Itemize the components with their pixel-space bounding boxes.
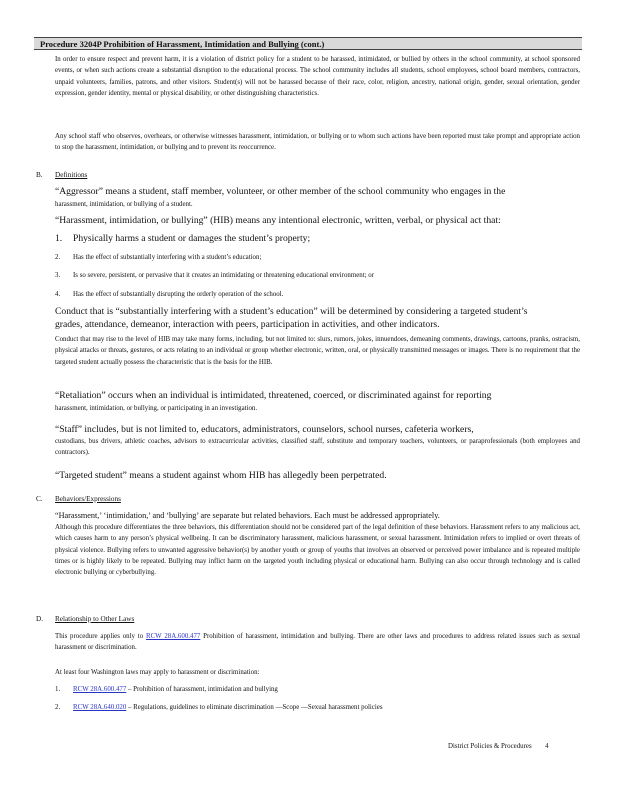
hib-item-1 [55, 233, 580, 246]
intro-paragraph-1: In order to ensure respect and prevent harm, it is a violation of district policy for a student to be harassed, intimidated, or bullied by others in the school community, at school sponsored events, or when such actions create a substantial disruption to the educational process. The school community includes all students, school employees, school board members, contractors, unpaid volunteers, families, patrons, and other visitors. Student(s) will not be harassed because of their race, color, religion, ancestry, national origin, gender, sexual orientation, gender expression, gender identity, mental or physical disability, or other distinguishing characteristics. [55, 56, 580, 97]
relationship-text-pre: This procedure applies only to [55, 633, 144, 640]
section-b-letter: B. [36, 171, 43, 179]
law-item-number: 1. [55, 686, 61, 693]
behaviors-body: Although this procedure differentiates the three behaviors, this differentiation should not be considered part of the legal definition of these behaviors. Harassment refers to any malicious act, which causes harm to any person’s physical wellbeing. It can be discriminatory harassment, malicious harassment, or sexual harassment. Intimidation refers to implied or overt threats of physical violence. Bullying refers to unwanted aggressive behavior(s) by another youth or group of youths that involves an observed or perceived power imbalance and is repeated multiple times or is highly likely to be repeated. Bullying may inflict harm on the targeted youth including physical or educational harm. Bullying can also occur through technology and is called electronic bullying or cyberbullying. [55, 524, 580, 577]
targeted-student-definition: “Targeted student” means a student against whom HIB has allegedly been perpetrated. [55, 470, 387, 481]
hib-item-4 [55, 289, 580, 300]
page-number: 4 [545, 743, 549, 750]
rcw-600-477-link[interactable]: RCW 28A.600.477 [145, 633, 201, 640]
hib-definition: “Harassment, intimidation, or bullying” (HIB) means any intentional electronic, written, verbal, or physical act that: [55, 215, 501, 226]
hib-item-text: Has the effect of substantially disrupting the orderly operation of the school. [73, 291, 284, 298]
hib-item-text: Is so severe, persistent, or pervasive that it creates an intimidating or threatening educational environment; or [73, 272, 374, 279]
conduct-examples: Conduct that may rise to the level of HIB may take many forms, including, but not limited to: slurs, rumors, jokes, innuendoes, demeaning comments, drawings, cartoons, pranks, ostracism, physical attacks or threats, gestures, or acts relating to an individual or group whether electronic, written, oral, or physically transmitted messages or images. There is no requirement that the targeted student actually possess the characteristic that is the basis for the HIB. [55, 336, 580, 366]
relationship-paragraph [55, 631, 580, 654]
retaliation-definition: “Retaliation” occurs when an individual is intimidated, threatened, coerced, or discriminated against for reporting [55, 390, 492, 401]
law-item-text: – Regulations, guidelines to eliminate discrimination —Scope —Sexual harassment policies [128, 704, 383, 711]
staff-definition-tail: custodians, bus drivers, athletic coaches, advisors to extracurricular activities, classified staff, substitute and temporary teachers, volunteers, or paraprofessionals (both employees and contractors). [55, 438, 580, 457]
law-item-text: – Prohibition of harassment, intimidation and bullying [128, 686, 278, 693]
retaliation-definition-tail: harassment, intimidation, or bullying, or participating in an investigation. [55, 405, 258, 412]
law-item-2 [55, 702, 580, 713]
hib-item-2 [55, 252, 580, 263]
rcw-600-477-link[interactable]: RCW 28A.600.477 [73, 686, 127, 693]
staff-definition: “Staff” includes, but is not limited to, educators, administrators, counselors, school nurses, cafeteria workers, [55, 424, 474, 435]
section-d-title: Relationship to Other Laws [55, 615, 135, 623]
relationship-text-post: Prohibition of harassment, intimidation and bullying. There are other laws and procedures to address related issues such as sexual harassment or discrimination. [55, 633, 580, 652]
hib-item-3 [55, 270, 580, 281]
behaviors-statement: “Harassment,’ ‘intimidation,’ and ‘bullying’ are separate but related behaviors. Each must be addressed appropriately. [55, 511, 440, 520]
hib-item-number: 1. [55, 233, 63, 244]
hib-item-number: 3. [55, 272, 61, 279]
section-c-letter: C. [36, 495, 43, 503]
washington-laws-intro: At least four Washington laws may apply to harassment or discrimination: [55, 669, 260, 676]
page-header: Procedure 3204P Prohibition of Harassment, Intimidation and Bullying (cont.) [34, 37, 582, 50]
footer-label: District Policies & Procedures [448, 743, 532, 750]
hib-item-text: Physically harms a student or damages the student’s property; [73, 233, 311, 244]
section-c-title: Behaviors/Expressions [55, 495, 121, 503]
hib-item-number: 2. [55, 254, 61, 261]
law-item-number: 2. [55, 704, 61, 711]
rcw-640-020-link[interactable]: RCW 28A.640.020 [73, 704, 127, 711]
section-b-title: Definitions [55, 171, 88, 179]
hib-item-number: 4. [55, 291, 61, 298]
intro-paragraph-2: Any school staff who observes, overhears, or otherwise witnesses harassment, intimidation, or bullying or to whom such actions have been reported must take prompt and appropriate action to stop the harassment, intimidation, or bullying and to prevent its reoccurrence. [55, 133, 580, 152]
page-footer [448, 741, 588, 752]
section-d-letter: D. [36, 615, 43, 623]
law-item-1 [55, 684, 580, 695]
conduct-definition: Conduct that is “substantially interfering with a student’s education” will be determined by considering a targeted student’s grades, attendance, demeanor, interaction with peers, participation in activities, and other indicators. [55, 306, 528, 330]
aggressor-definition: “Aggressor” means a student, staff member, volunteer, or other member of the school community who engages in the [55, 186, 506, 197]
aggressor-definition-tail: harassment, intimidation, or bullying of a student. [55, 201, 193, 208]
hib-item-text: Has the effect of substantially interfering with a student’s education; [73, 254, 262, 261]
